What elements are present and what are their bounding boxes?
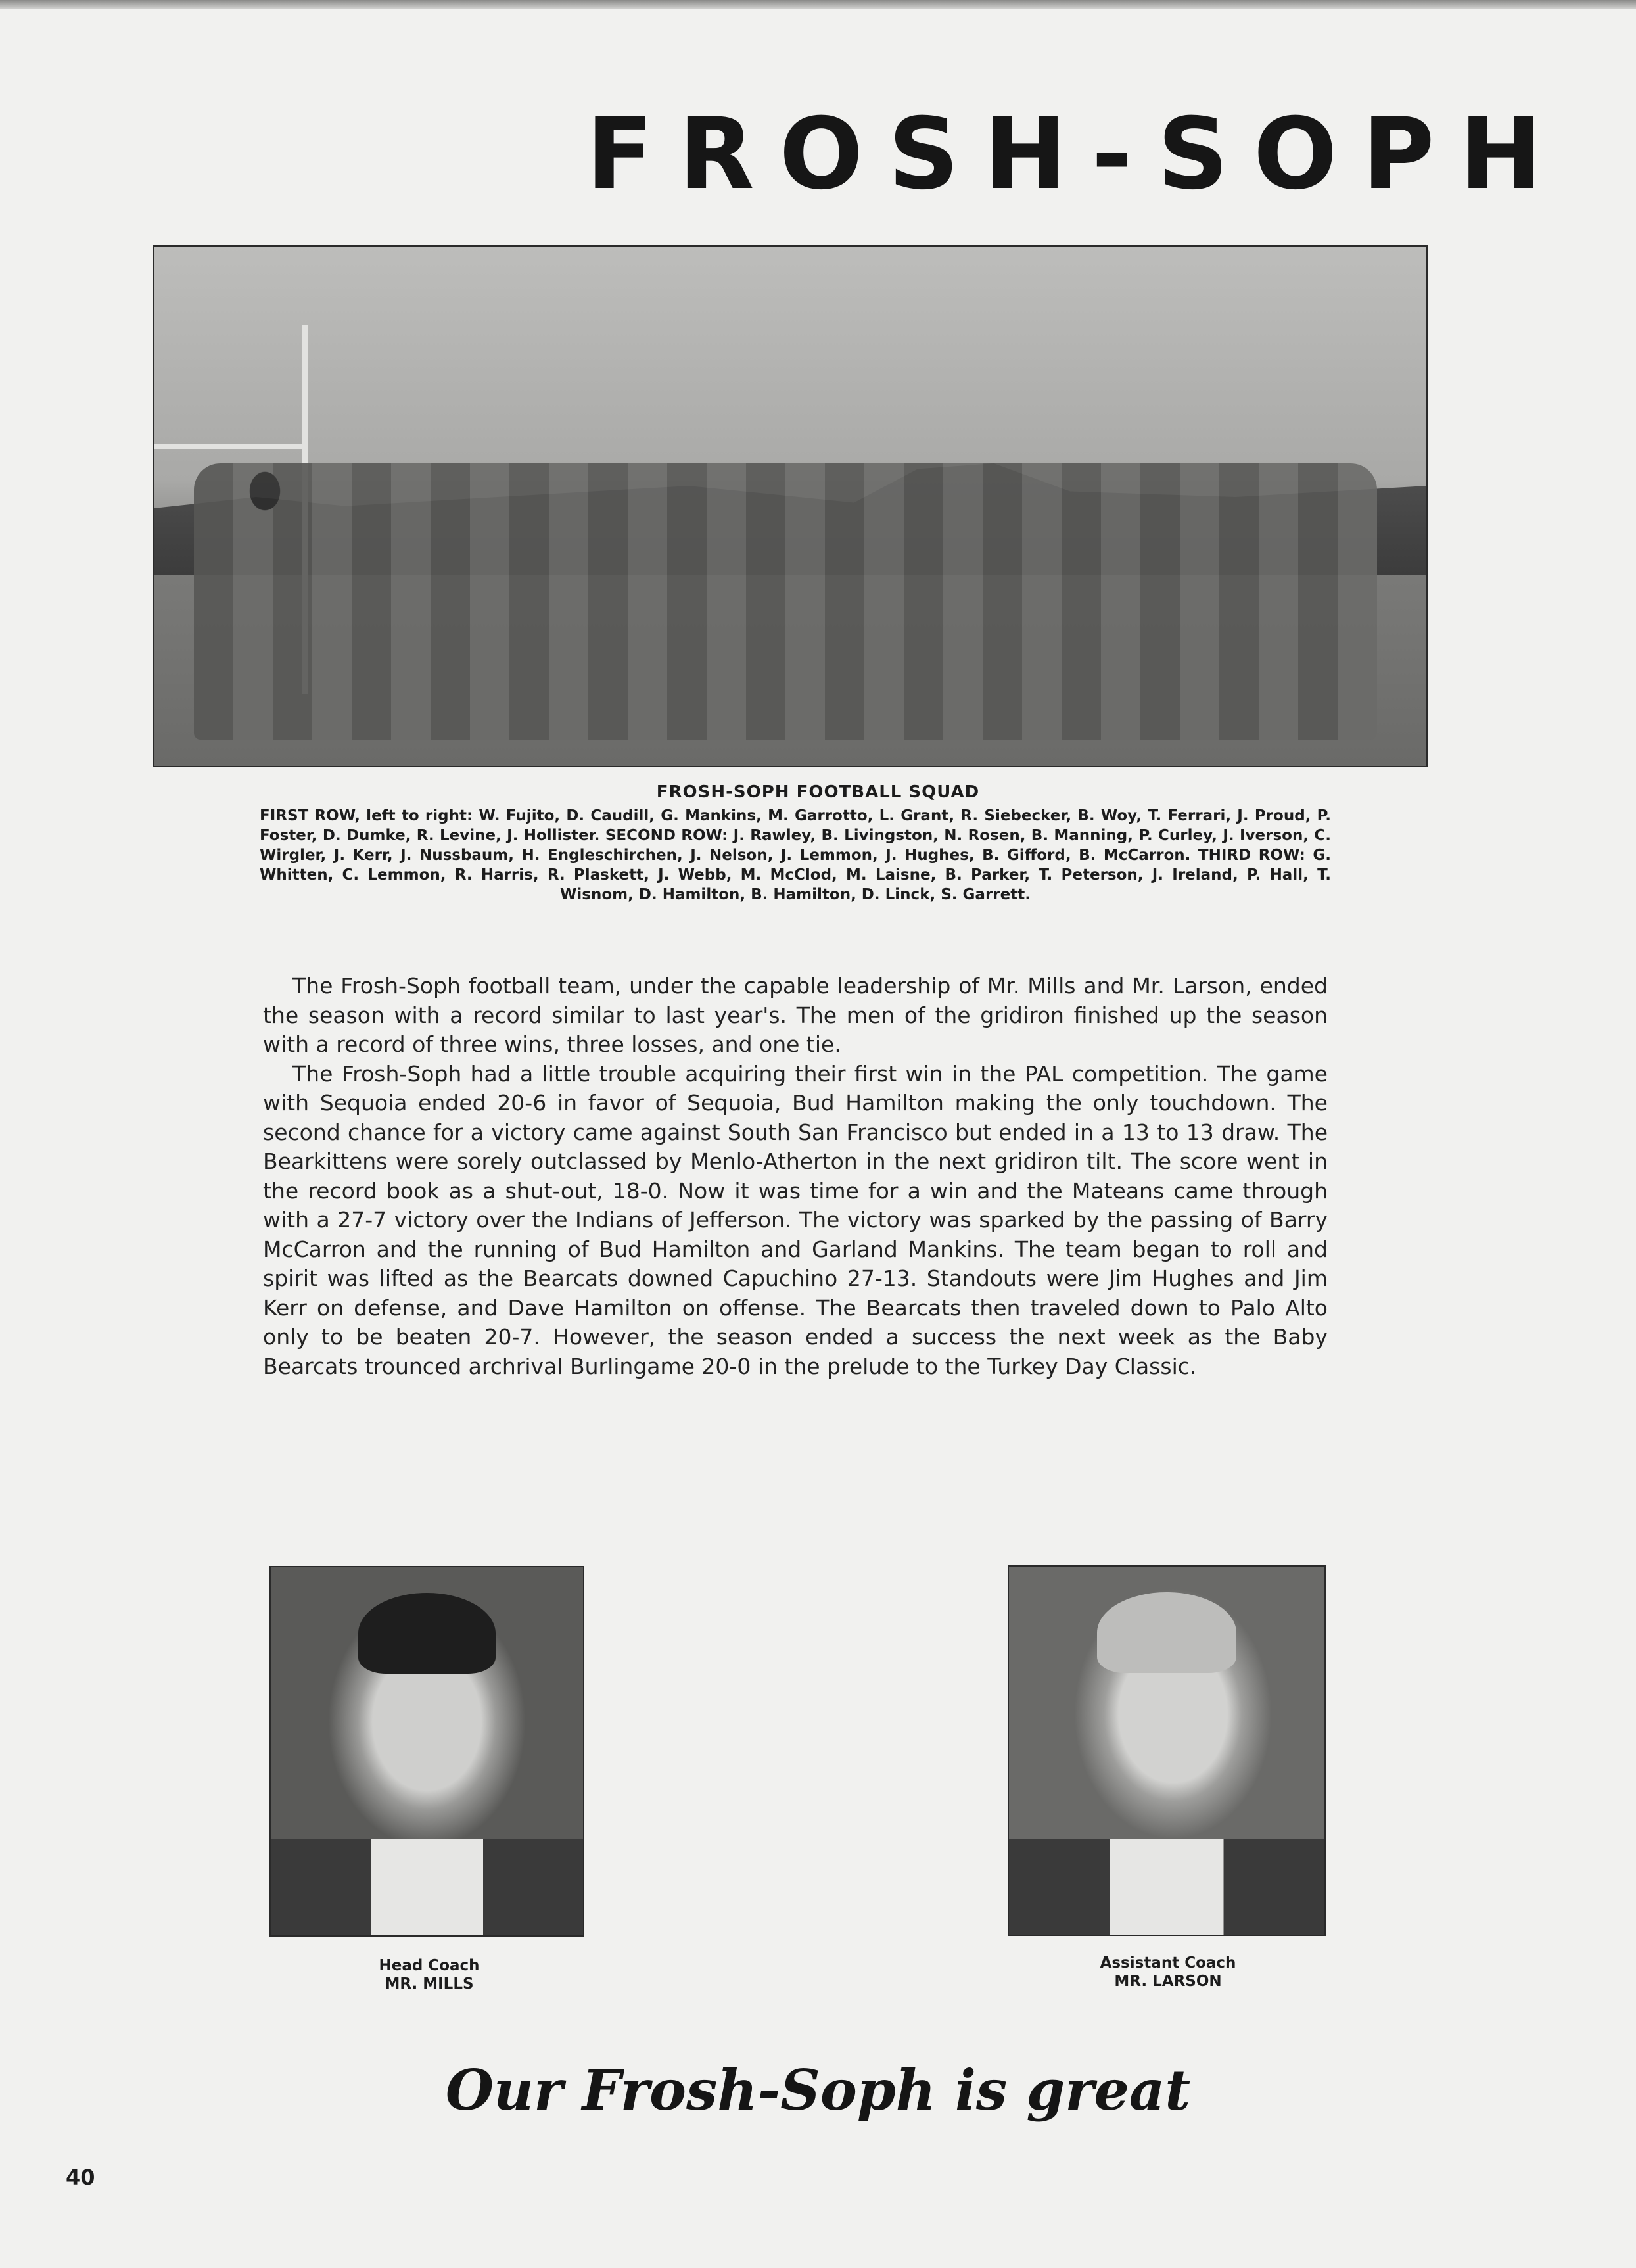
team-photo-caption-title: FROSH-SOPH FOOTBALL SQUAD bbox=[656, 782, 980, 802]
team-photo-caption: FIRST ROW, left to right: W. Fujito, D. Caudill, G. Mankins, M. Garrotto, L. Grant, R. Siebecker, B. Woy, T. Ferrari, J. Proud, P. Foster, D. Dumke, R. Levine, J. Hollister. SECOND ROW: J. Rawley, B. Livingston, N. Rosen, B. Manning, P. Curley, J. Iverson, C. Wirgler, J. Kerr, J. Nussbaum, H. Engleschirchen, J. Nelson, J. Lemmon, J. Hughes, B. Gifford, B. McCarron. THIRD ROW: G. Whitten, C. Lemmon, R. Harris, R. Plaskett, J. Webb, M. McClod, M. Laisne, B. Parker, T. Peterson, J. Ireland, P. Hall, T. Wisnom, D. Hamilton, B. Hamilton, D. Linck, S. Garrett. bbox=[260, 807, 1331, 903]
head-coach-hair bbox=[358, 1593, 496, 1674]
assistant-coach-portrait bbox=[1008, 1565, 1326, 1936]
head-coach-role: Head Coach bbox=[379, 1957, 480, 1974]
head-coach-suit bbox=[271, 1839, 583, 1935]
team-photo bbox=[153, 245, 1428, 767]
article-paragraph-2: The Frosh-Soph had a little trouble acquiring their first win in the PAL competition. The game with Sequoia ended 20-6 in favor of Sequoia, Bud Hamilton making the only touchdown. The second chance for a victory came against South San Francisco but ended in a 13 to 13 draw. The Bearkittens were sorely outclassed by Menlo-Atherton in the next gridiron tilt. The score went in the record book as a shut-out, 18-0. Now it was time for a win and the Mateans came through with a 27-7 victory over the Indians of Jefferson. The victory was sparked by the passing of Barry McCarron and the running of Bud Hamilton and Garland Mankins. The team began to roll and spirit was lifted as the Bearcats downed Capuchino 27-13. Standouts were Jim Hughes and Jim Kerr on defense, and Dave Hamilton on offense. The Bearcats then traveled down to Palo Alto only to be beaten 20-7. However, the season ended a success the next week as the Baby Bearcats trounced archrival Burlingame 20-0 in the prelude to the Turkey Day Classic. bbox=[263, 1060, 1328, 1379]
tagline: Our Frosh-Soph is great bbox=[445, 2058, 1191, 2123]
head-coach-portrait bbox=[269, 1566, 584, 1937]
head-coach-name: MR. MILLS bbox=[385, 1975, 474, 1993]
assistant-coach-name: MR. LARSON bbox=[1114, 1973, 1222, 1990]
head-coach-caption bbox=[298, 1956, 561, 1993]
article-paragraph-1: The Frosh-Soph football team, under the capable leadership of Mr. Mills and Mr. Larson, ended the season with a record similar to last year's. The men of the gridiron finished up the season with a record of three wins, three losses, and one tie. bbox=[263, 973, 1328, 1057]
team-photo-players bbox=[194, 463, 1377, 740]
assistant-coach-role: Assistant Coach bbox=[1100, 1954, 1236, 1972]
article-body bbox=[263, 972, 1328, 1381]
page-title: FROSH-SOPH bbox=[586, 97, 1567, 212]
assistant-coach-caption bbox=[1037, 1954, 1299, 1991]
assistant-coach-suit bbox=[1009, 1839, 1324, 1935]
top-border-rule bbox=[0, 0, 1636, 9]
assistant-coach-hair bbox=[1097, 1592, 1236, 1673]
page-number: 40 bbox=[66, 2165, 95, 2190]
team-photo-crossbar bbox=[154, 444, 306, 449]
